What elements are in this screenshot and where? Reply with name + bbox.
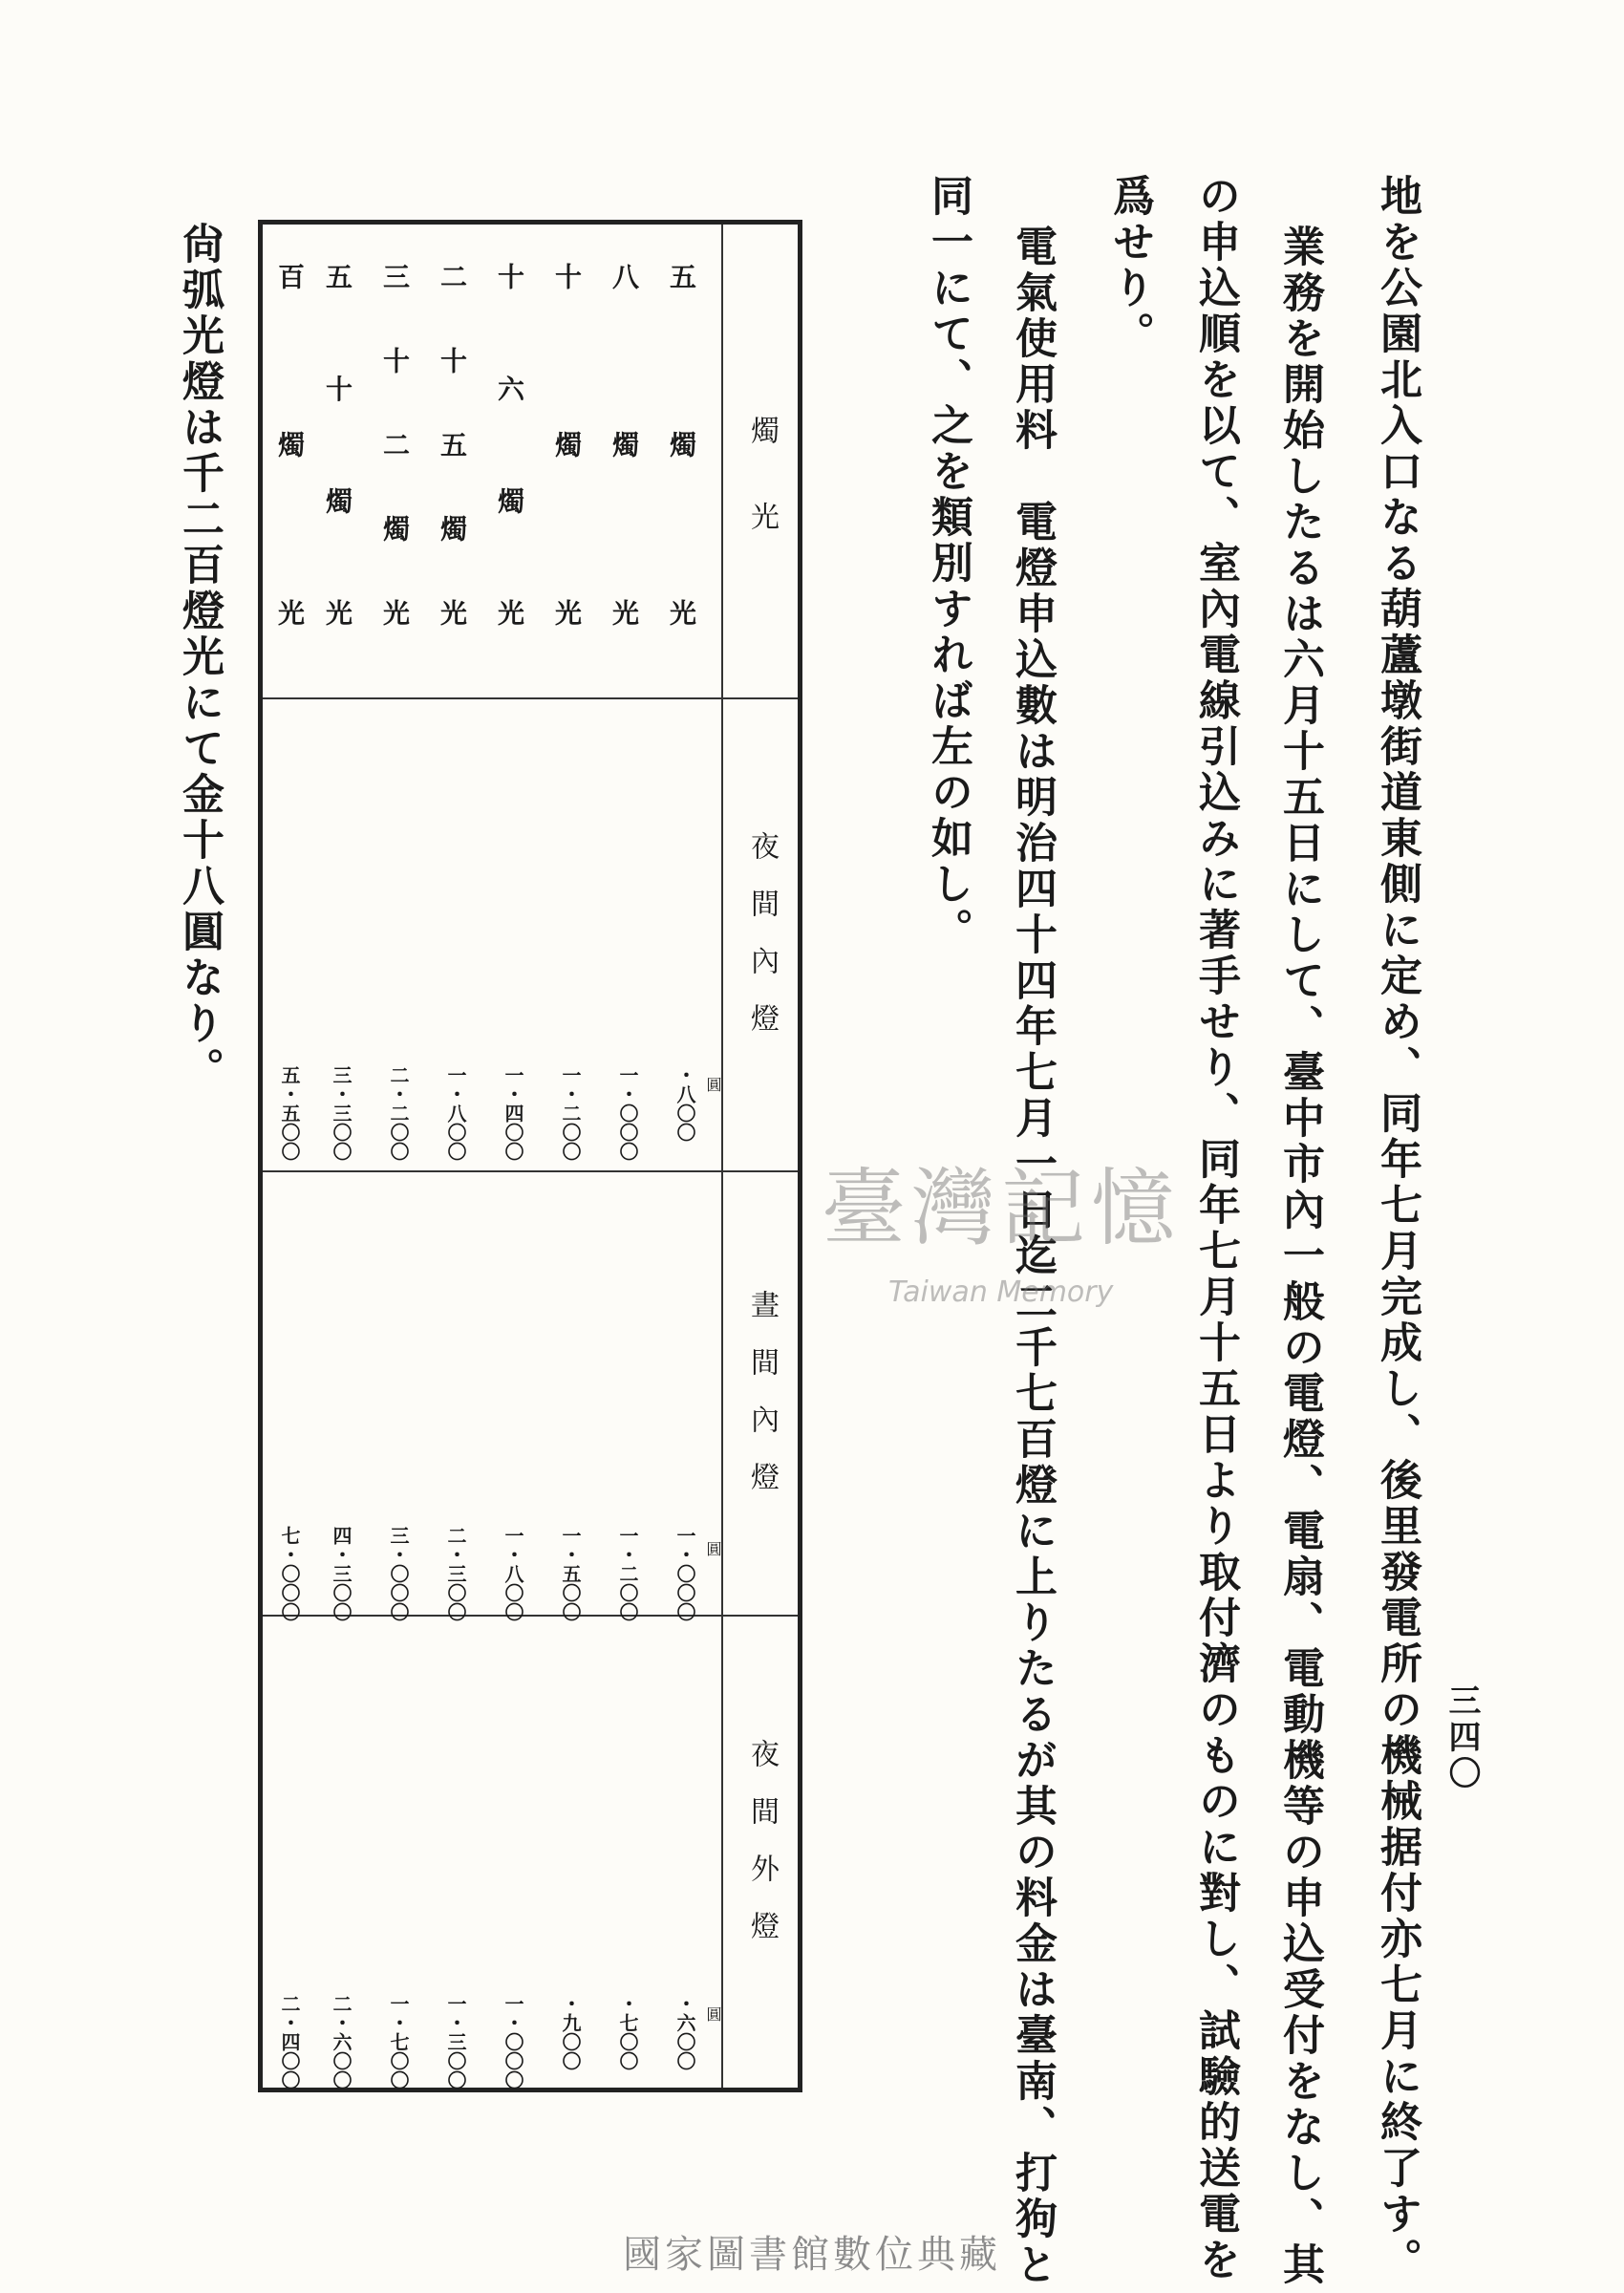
closing-note: 尙弧光燈は千二百燈光にて金十八圓なり。 xyxy=(175,222,224,1093)
header-candle: 燭 光 xyxy=(745,416,779,530)
candle-label: 五十燭光 xyxy=(322,263,353,626)
table-header-divider xyxy=(721,225,723,2088)
cell-day-indoor: 一・〇〇〇 xyxy=(673,1526,696,1621)
cell-night-indoor: 一・八〇〇 xyxy=(444,1065,467,1161)
text-column-4: 爲せり。 xyxy=(1105,174,1154,357)
text-column-6: 同一にて、之を類別すれば左の如し。 xyxy=(924,174,972,954)
cell-day-indoor: 一・五〇〇 xyxy=(559,1526,582,1621)
cell-day-indoor: 一・二〇〇 xyxy=(616,1526,639,1621)
text-column-1: 地を公園北入口なる葫蘆墩街道東側に定め、同年七月完成し、後里發電所の機械据付亦七月に終了す。 xyxy=(1373,174,1421,2283)
cell-night-indoor: ・八〇〇 xyxy=(673,1065,696,1142)
unit-label: 圓 xyxy=(704,1077,722,1092)
cell-night-indoor: 五・五〇〇 xyxy=(278,1065,301,1161)
watermark-title: 臺灣記憶 xyxy=(822,1159,1182,1257)
cell-night-outdoor: ・九〇〇 xyxy=(559,1994,582,2070)
cell-night-outdoor: ・六〇〇 xyxy=(673,1994,696,2070)
header-day-indoor: 晝 間 內 燈 xyxy=(745,1290,779,1490)
candle-label: 十六燭光 xyxy=(494,263,525,626)
cell-night-indoor: 一・四〇〇 xyxy=(502,1065,524,1161)
cell-night-indoor: 一・二〇〇 xyxy=(559,1065,582,1161)
table-divider xyxy=(263,697,798,699)
candle-label: 五燭光 xyxy=(666,263,697,626)
candle-label: 十燭光 xyxy=(551,263,583,626)
cell-night-indoor: 一・〇〇〇 xyxy=(616,1065,639,1161)
header-night-indoor: 夜 間 內 燈 xyxy=(745,831,779,1032)
cell-night-outdoor: 一・〇〇〇 xyxy=(502,1994,524,2089)
cell-night-indoor: 三・三〇〇 xyxy=(330,1065,353,1161)
candle-label: 百燭光 xyxy=(274,263,306,626)
cell-night-outdoor: 一・七〇〇 xyxy=(387,1994,410,2089)
cell-night-outdoor: 一・三〇〇 xyxy=(444,1994,467,2089)
candle-label: 八燭光 xyxy=(609,263,640,626)
cell-day-indoor: 二・三〇〇 xyxy=(444,1526,467,1621)
cell-day-indoor: 七・〇〇〇 xyxy=(278,1526,301,1621)
text-column-5: 電氣使用料 電燈申込數は明治四十四年七月一日迄二千七百燈に上りたるが其の料金は臺南、打狗と xyxy=(1008,225,1057,2288)
cell-day-indoor: 四・三〇〇 xyxy=(330,1526,353,1621)
candle-label: 二十五燭光 xyxy=(437,263,468,626)
cell-night-outdoor: ・七〇〇 xyxy=(616,1994,639,2070)
text-column-3: の申込順を以て、室內電線引込みに著手せり、同年七月十五日より取付濟のものに對し、試驗的送電を xyxy=(1191,174,1240,2283)
table-divider xyxy=(263,1170,798,1172)
cell-night-outdoor: 二・六〇〇 xyxy=(330,1994,353,2089)
cell-day-indoor: 三・〇〇〇 xyxy=(387,1526,410,1621)
unit-label: 圓 xyxy=(704,2006,722,2022)
rate-table xyxy=(258,220,802,2092)
cell-night-indoor: 二・二〇〇 xyxy=(387,1065,410,1161)
footer-credit: 國家圖書館數位典藏 xyxy=(623,2233,1001,2277)
unit-label: 圓 xyxy=(704,1541,722,1556)
watermark xyxy=(822,1142,1261,1309)
page-number: 三四〇 xyxy=(1442,1683,1481,1792)
watermark-subtitle: Taiwan Memory xyxy=(888,1275,1114,1309)
cell-day-indoor: 一・八〇〇 xyxy=(502,1526,524,1621)
candle-label: 三十二燭光 xyxy=(379,263,411,626)
cell-night-outdoor: 二・四〇〇 xyxy=(278,1994,301,2089)
text-column-2: 業務を開始したるは六月十五日にして、臺中市內一般の電燈、電扇、電動機等の申込受付をなし、其 xyxy=(1275,225,1324,2288)
header-night-outdoor: 夜 間 外 燈 xyxy=(745,1739,779,1939)
